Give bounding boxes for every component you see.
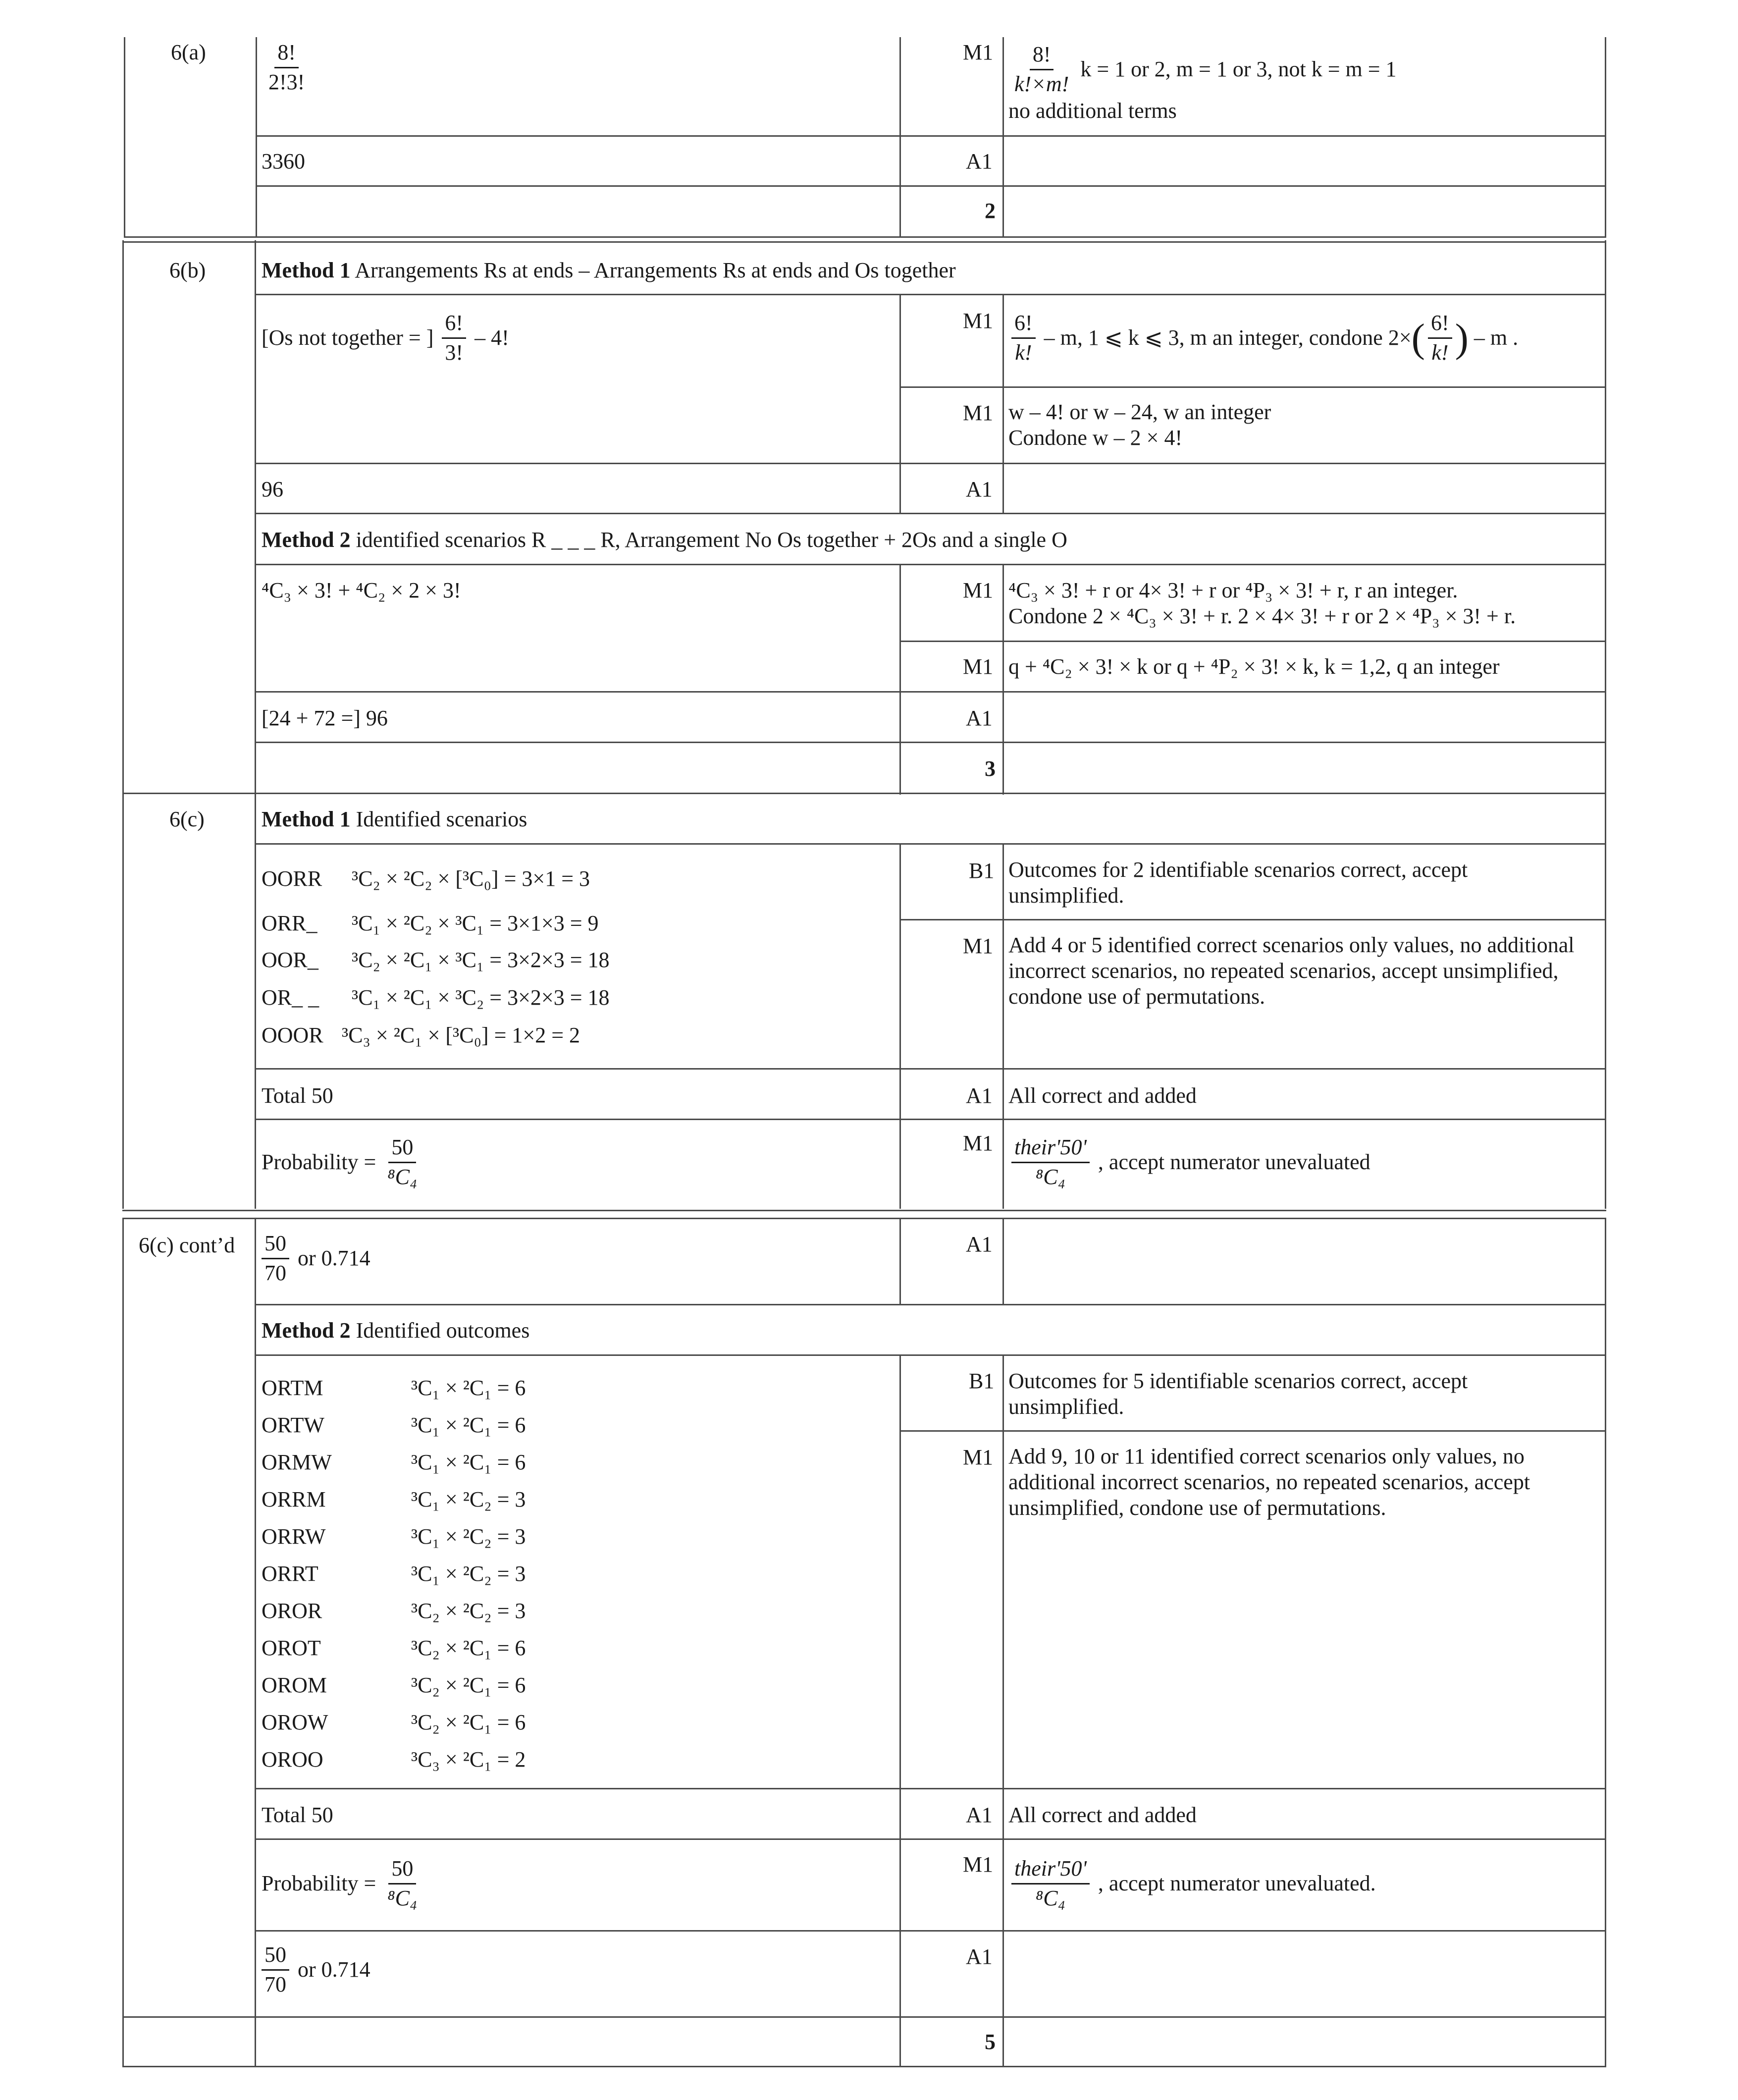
mark-code: A1 bbox=[966, 1803, 993, 1827]
denominator: 70 bbox=[264, 1972, 286, 1996]
mark-code: A1 bbox=[966, 1944, 993, 1969]
outcome-calc: ³C₂ × ²C₁ = 6 bbox=[411, 1710, 526, 1734]
numerator: 50 bbox=[262, 1942, 289, 1971]
scenario-calc: ³C₂ × ²C₂ × [³C₀] = 3×1 = 3 bbox=[352, 866, 590, 891]
numerator: 6! bbox=[442, 310, 466, 339]
answer bbox=[259, 1231, 370, 1287]
outcome-calc: ³C₁ × ²C₂ = 3 bbox=[411, 1487, 526, 1511]
scenario-name: OR_ _ bbox=[262, 985, 319, 1010]
method-label: Method 1 bbox=[262, 807, 351, 831]
grid-line bbox=[255, 1304, 1606, 1305]
guidance-text: – m . bbox=[1474, 325, 1519, 350]
working-suffix: – 4! bbox=[474, 325, 509, 350]
grid-line bbox=[124, 236, 1606, 238]
outcome-calc: ³C₂ × ²C₁ = 6 bbox=[411, 1673, 526, 1697]
question-label: 6(b) bbox=[169, 258, 206, 282]
outcome-calc: ³C₁ × ²C₁ = 6 bbox=[411, 1413, 526, 1437]
grid-line bbox=[122, 793, 1606, 794]
guidance-line bbox=[1008, 310, 1518, 366]
denominator: ⁸C₄ bbox=[1035, 1885, 1065, 1910]
part-total: 5 bbox=[985, 2030, 996, 2054]
grid-line bbox=[255, 1219, 256, 2067]
grid-line bbox=[899, 564, 901, 795]
grid-line bbox=[255, 1838, 1606, 1840]
grid-line bbox=[1605, 37, 1606, 236]
scenario-name: OOR_ bbox=[262, 948, 318, 972]
mark-code: M1 bbox=[963, 309, 994, 333]
guidance-line: additional incorrect scenarios, no repeated scenarios, accept bbox=[1008, 1470, 1530, 1494]
method-description: Identified scenarios bbox=[356, 807, 527, 831]
bracket: ( bbox=[1411, 315, 1425, 361]
denominator: k! bbox=[1015, 340, 1032, 365]
part-total: 3 bbox=[985, 756, 996, 781]
probability-line bbox=[262, 1134, 423, 1190]
mark-code: B1 bbox=[969, 859, 995, 883]
mark-code: A1 bbox=[966, 149, 993, 173]
outcome-name: OROM bbox=[262, 1673, 327, 1697]
denominator: ⁸C₄ bbox=[387, 1885, 418, 1910]
probability-label: Probability = bbox=[262, 1149, 376, 1174]
mark-code: M1 bbox=[963, 1445, 994, 1469]
grid-line bbox=[255, 564, 1606, 565]
grid-line bbox=[899, 1219, 901, 1304]
outcome-name: ORTM bbox=[262, 1376, 323, 1400]
answer: [24 + 72 =] 96 bbox=[262, 706, 388, 730]
guidance-line: incorrect scenarios, no repeated scenarios, accept unsimplified, bbox=[1008, 959, 1559, 983]
probability-label: Probability = bbox=[262, 1871, 376, 1895]
numerator: 8! bbox=[274, 40, 299, 68]
working-prefix: [Os not together = ] bbox=[262, 325, 434, 350]
mark-code: M1 bbox=[963, 578, 994, 602]
question-label: 6(a) bbox=[171, 40, 206, 64]
guidance-line: condone use of permutations. bbox=[1008, 984, 1265, 1009]
grid-line bbox=[256, 185, 1606, 187]
answer bbox=[259, 1942, 370, 1998]
grid-line bbox=[255, 240, 256, 1209]
mark-code: M1 bbox=[963, 40, 994, 64]
outcome-calc: ³C₂ × ²C₁ = 6 bbox=[411, 1636, 526, 1660]
numerator: 50 bbox=[388, 1134, 416, 1163]
grid-line bbox=[1002, 564, 1004, 795]
guidance-line: unsimplified. bbox=[1008, 1395, 1124, 1419]
mark-code: A1 bbox=[966, 706, 993, 730]
mark-code: M1 bbox=[963, 1131, 994, 1155]
grid-line bbox=[899, 386, 1606, 388]
outcome-name: OROW bbox=[262, 1710, 328, 1734]
scenario-name: OORR bbox=[262, 866, 322, 891]
denominator: 70 bbox=[264, 1260, 286, 1285]
guidance-line: Outcomes for 2 identifiable scenarios correct, accept bbox=[1008, 858, 1468, 882]
guidance-text: , accept numerator unevaluated bbox=[1098, 1149, 1370, 1174]
numerator: their'50' bbox=[1011, 1134, 1090, 1163]
method-description: identified scenarios R _ _ _ R, Arrangement No Os together + 2Os and a single O bbox=[356, 528, 1067, 552]
grid-line bbox=[899, 37, 901, 236]
denominator: ⁸C₄ bbox=[387, 1164, 418, 1189]
mark-code: M1 bbox=[963, 654, 994, 679]
mark-code: M1 bbox=[963, 934, 994, 958]
grid-line bbox=[1605, 1219, 1606, 2067]
question-label: 6(c) cont’d bbox=[139, 1233, 235, 1257]
grid-line bbox=[122, 2066, 1606, 2067]
denominator: 3! bbox=[445, 340, 464, 365]
grid-line bbox=[122, 1210, 1606, 1211]
guidance-line: ⁴C₃ × 3! + r or 4× 3! + r or ⁴P₃ × 3! + r, r an integer. bbox=[1008, 578, 1458, 602]
method-heading bbox=[262, 807, 527, 833]
denominator: ⁸C₄ bbox=[1035, 1164, 1065, 1189]
mark-code: M1 bbox=[963, 401, 994, 425]
working-fraction bbox=[263, 40, 311, 96]
method-heading bbox=[262, 1318, 529, 1344]
outcome-name: ORRT bbox=[262, 1562, 318, 1586]
total-text: Total 50 bbox=[262, 1083, 333, 1108]
probability-line bbox=[262, 1856, 423, 1912]
guidance-text: , accept numerator unevaluated. bbox=[1098, 1871, 1376, 1895]
working-line bbox=[262, 310, 509, 366]
guidance-line: w – 4! or w – 24, w an integer bbox=[1008, 400, 1271, 424]
guidance-line: All correct and added bbox=[1008, 1803, 1197, 1827]
answer: 3360 bbox=[262, 149, 305, 173]
outcome-name: ORRM bbox=[262, 1487, 326, 1511]
grid-line bbox=[1002, 295, 1004, 513]
method-heading bbox=[262, 527, 1067, 553]
grid-line bbox=[255, 691, 1606, 693]
grid-line bbox=[256, 37, 257, 236]
outcome-calc: ³C₁ × ²C₁ = 6 bbox=[411, 1376, 526, 1400]
question-label: 6(c) bbox=[169, 807, 205, 831]
outcome-name: OROR bbox=[262, 1599, 322, 1623]
guidance-line: Outcomes for 5 identifiable scenarios correct, accept bbox=[1008, 1369, 1468, 1393]
part-total: 2 bbox=[985, 199, 996, 223]
mark-code: A1 bbox=[966, 477, 993, 501]
mark-code: A1 bbox=[966, 1083, 993, 1108]
grid-line bbox=[899, 844, 901, 1209]
guidance-line: Condone 2 × ⁴C₃ × 3! + r. 2 × 4× 3! + r or 2 × ⁴P₃ × 3! + r. bbox=[1008, 604, 1516, 628]
outcome-name: OROO bbox=[262, 1747, 323, 1772]
guidance-line bbox=[1008, 1134, 1370, 1190]
numerator: 8! bbox=[1030, 42, 1054, 70]
grid-line bbox=[899, 641, 1606, 642]
grid-line bbox=[255, 1354, 1606, 1356]
scenario-calc: ³C₁ × ²C₁ × ³C₂ = 3×2×3 = 18 bbox=[352, 985, 610, 1010]
denominator: k! bbox=[1431, 340, 1449, 365]
grid-line bbox=[256, 135, 1606, 137]
mark-code: M1 bbox=[963, 1852, 994, 1877]
answer-alt: or 0.714 bbox=[298, 1245, 370, 1270]
grid-line bbox=[122, 240, 124, 1209]
numerator: their'50' bbox=[1011, 1856, 1090, 1885]
grid-line bbox=[899, 1430, 1606, 1432]
grid-line bbox=[1002, 844, 1004, 1209]
grid-line bbox=[899, 1354, 901, 2067]
scenario-calc: ³C₂ × ²C₁ × ³C₁ = 3×2×3 = 18 bbox=[352, 948, 610, 972]
scenario-calc: ³C₁ × ²C₂ × ³C₁ = 3×1×3 = 9 bbox=[352, 911, 599, 935]
grid-line bbox=[255, 843, 1606, 845]
grid-line bbox=[255, 742, 1606, 743]
guidance-line bbox=[1008, 1856, 1376, 1912]
grid-line bbox=[255, 513, 1606, 514]
grid-line bbox=[122, 241, 1606, 243]
grid-line bbox=[122, 1218, 1606, 1219]
outcome-calc: ³C₁ × ²C₂ = 3 bbox=[411, 1524, 526, 1549]
guidance-line: q + ⁴C₂ × 3! × k or q + ⁴P₂ × 3! × k, k = 1,2, q an integer bbox=[1008, 654, 1500, 679]
outcome-name: ORTW bbox=[262, 1413, 324, 1437]
guidance-note: no additional terms bbox=[1008, 99, 1177, 123]
grid-line bbox=[1002, 37, 1004, 236]
method-description: Arrangements Rs at ends – Arrangements Rs at ends and Os together bbox=[355, 258, 956, 282]
numerator: 6! bbox=[1428, 310, 1452, 339]
grid-line bbox=[255, 1930, 1606, 1932]
grid-line bbox=[255, 463, 1606, 464]
answer-alt: or 0.714 bbox=[298, 1957, 370, 1982]
denominator: 2!3! bbox=[268, 69, 305, 94]
method-label: Method 1 bbox=[262, 258, 351, 282]
guidance-line: unsimplified. bbox=[1008, 883, 1124, 908]
mark-code: B1 bbox=[969, 1369, 995, 1393]
outcome-name: ORMW bbox=[262, 1450, 332, 1474]
guidance-line bbox=[1008, 42, 1397, 98]
bracket: ) bbox=[1455, 315, 1469, 361]
scenario-calc: ³C₃ × ²C₁ × [³C₀] = 1×2 = 2 bbox=[342, 1023, 580, 1047]
method-label: Method 2 bbox=[262, 528, 351, 552]
grid-line bbox=[899, 295, 901, 513]
grid-line bbox=[1605, 240, 1606, 1209]
guidance-line: Condone w – 2 × 4! bbox=[1008, 426, 1183, 450]
total-text: Total 50 bbox=[262, 1803, 333, 1827]
method-heading bbox=[262, 258, 956, 284]
numerator: 50 bbox=[388, 1856, 416, 1885]
grid-line bbox=[122, 2016, 1606, 2018]
method-label: Method 2 bbox=[262, 1318, 351, 1343]
guidance-text: k = 1 or 2, m = 1 or 3, not k = m = 1 bbox=[1080, 56, 1397, 81]
method-description: Identified outcomes bbox=[356, 1318, 530, 1343]
outcome-calc: ³C₂ × ²C₂ = 3 bbox=[411, 1599, 526, 1623]
guidance-line: unsimplified, condone use of permutations. bbox=[1008, 1496, 1386, 1520]
outcome-calc: ³C₃ × ²C₁ = 2 bbox=[411, 1747, 526, 1772]
outcome-calc: ³C₁ × ²C₁ = 6 bbox=[411, 1450, 526, 1474]
answer: 96 bbox=[262, 477, 283, 501]
scenario-name: ORR_ bbox=[262, 911, 317, 935]
scenario-name: OOOR bbox=[262, 1023, 323, 1047]
outcome-calc: ³C₁ × ²C₂ = 3 bbox=[411, 1562, 526, 1586]
denominator: k!×m! bbox=[1014, 71, 1069, 96]
guidance-line: Add 9, 10 or 11 identified correct scenarios only values, no bbox=[1008, 1444, 1525, 1468]
numerator: 50 bbox=[262, 1231, 289, 1259]
mark-code: A1 bbox=[966, 1232, 993, 1256]
working-line: ⁴C₃ × 3! + ⁴C₂ × 2 × 3! bbox=[262, 578, 461, 602]
grid-line bbox=[1002, 1219, 1004, 1304]
grid-line bbox=[255, 1068, 1606, 1070]
guidance-line: All correct and added bbox=[1008, 1083, 1197, 1108]
grid-line bbox=[255, 1119, 1606, 1120]
numerator: 6! bbox=[1011, 310, 1036, 339]
grid-line bbox=[899, 919, 1606, 920]
guidance-line: Add 4 or 5 identified correct scenarios only values, no additional bbox=[1008, 933, 1575, 957]
grid-line bbox=[1002, 1354, 1004, 2067]
grid-line bbox=[122, 1219, 124, 2067]
guidance-text: – m, 1 ⩽ k ⩽ 3, m an integer, condone 2× bbox=[1044, 325, 1412, 350]
grid-line bbox=[255, 294, 1606, 295]
outcome-name: ORRW bbox=[262, 1524, 326, 1549]
grid-line bbox=[255, 1788, 1606, 1789]
outcome-name: OROT bbox=[262, 1636, 321, 1660]
grid-line bbox=[124, 37, 125, 236]
